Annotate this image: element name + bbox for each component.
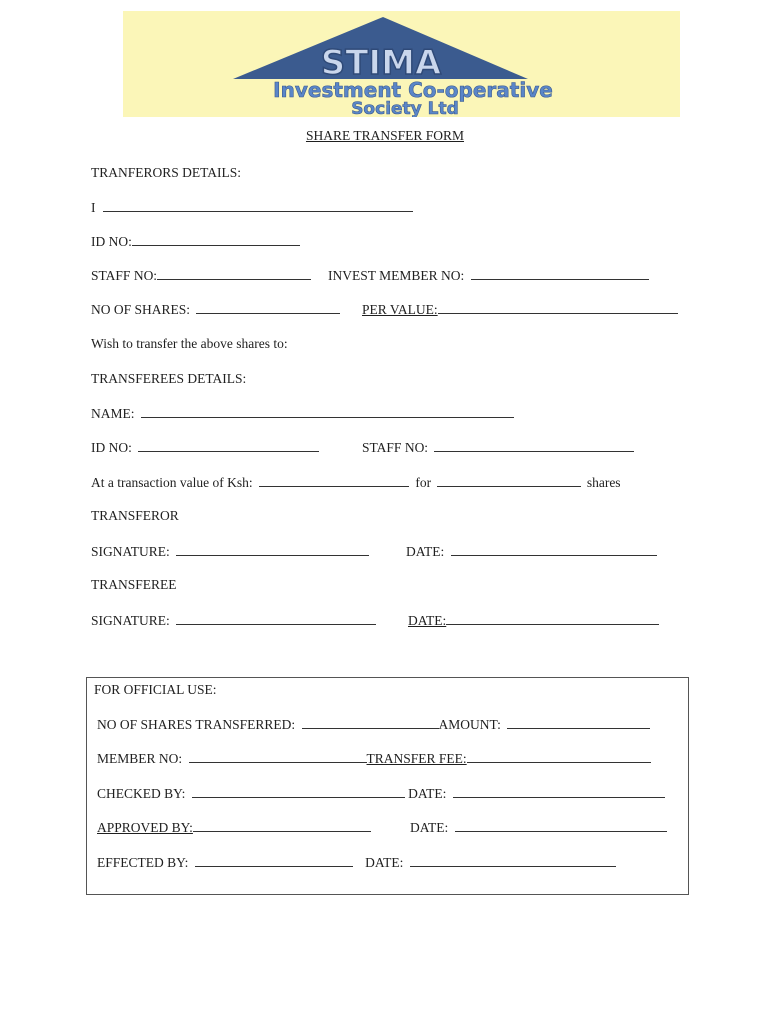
- transaction-prefix: At a transaction value of Ksh:: [91, 475, 253, 490]
- transferee-date-field[interactable]: [446, 611, 659, 625]
- no-of-shares-row: [91, 300, 340, 318]
- logo-line1: Investment Co-operative: [273, 78, 553, 102]
- logo-name: STIMA: [320, 43, 442, 83]
- transferee-staff-row: [362, 438, 634, 456]
- company-logo: [123, 11, 680, 117]
- id-no-label: ID NO:: [91, 234, 132, 249]
- transferors-heading: TRANFERORS DETAILS:: [91, 165, 242, 180]
- approved-by-label: APPROVED BY:: [97, 820, 193, 835]
- staff-no-field[interactable]: [157, 266, 311, 280]
- transferee-signature-row: [91, 611, 376, 629]
- effected-date-field[interactable]: [410, 853, 616, 867]
- transferee-id-row: [91, 438, 319, 456]
- signature2-label: SIGNATURE:: [91, 613, 170, 628]
- effected-by-field[interactable]: [195, 853, 353, 867]
- logo-line2: Society Ltd: [351, 99, 459, 117]
- transferee-staff-label: STAFF NO:: [362, 440, 429, 455]
- effected-by-row: [97, 853, 616, 871]
- transferee-id-label: ID NO:: [91, 440, 132, 455]
- per-value-field[interactable]: [438, 300, 678, 314]
- transferor-id-field[interactable]: [132, 232, 300, 246]
- shares-transferred-label: NO OF SHARES TRANSFERRED:: [97, 717, 296, 732]
- transferor-signature-row: [91, 542, 369, 560]
- transferor-date-field[interactable]: [451, 542, 657, 556]
- member-no-label: MEMBER NO:: [97, 751, 183, 766]
- transferee-name-field[interactable]: [141, 404, 514, 418]
- shares-transferred-field[interactable]: [302, 715, 439, 729]
- invest-member-field[interactable]: [471, 266, 649, 280]
- logo-graphic: [123, 11, 680, 117]
- date2-label: DATE:: [408, 613, 447, 628]
- checked-date-label: DATE:: [408, 786, 447, 801]
- approved-date-row: [410, 818, 667, 836]
- transferor-heading: TRANSFEROR: [91, 508, 179, 523]
- transferor-name-row: [91, 198, 413, 216]
- no-of-shares-label: NO OF SHARES:: [91, 302, 191, 317]
- wish-text: Wish to transfer the above shares to:: [91, 336, 288, 351]
- shares-transferred-row: [97, 715, 650, 733]
- transferee-id-field[interactable]: [138, 438, 319, 452]
- amount-label: AMOUNT:: [438, 717, 501, 732]
- effected-date-label: DATE:: [365, 855, 404, 870]
- transfer-fee-label: TRANSFER FEE:: [366, 751, 467, 766]
- official-heading: FOR OFFICIAL USE:: [94, 682, 217, 697]
- member-no-field[interactable]: [189, 749, 367, 763]
- i-label: I: [91, 200, 96, 215]
- transferee-date-row: [408, 611, 659, 629]
- transferor-id-row: [91, 232, 300, 250]
- transferee-signature-field[interactable]: [176, 611, 376, 625]
- per-value-row: [362, 300, 678, 318]
- name-label: NAME:: [91, 406, 135, 421]
- approved-date-field[interactable]: [455, 818, 667, 832]
- transferee-staff-field[interactable]: [434, 438, 634, 452]
- transferee-heading: TRANSFEREE: [91, 577, 177, 592]
- member-no-row: [97, 749, 651, 767]
- transaction-row: [91, 473, 621, 491]
- checked-by-field[interactable]: [192, 784, 405, 798]
- transferor-name-field[interactable]: [103, 198, 413, 212]
- checked-date-field[interactable]: [453, 784, 665, 798]
- transaction-value-field[interactable]: [259, 473, 409, 487]
- transferees-heading: TRANSFEREES DETAILS:: [91, 371, 247, 386]
- approved-date-label: DATE:: [410, 820, 449, 835]
- transferee-name-row: [91, 404, 514, 422]
- amount-field[interactable]: [507, 715, 650, 729]
- staff-no-row: [91, 266, 311, 284]
- effected-by-label: EFFECTED BY:: [97, 855, 189, 870]
- per-value-label: PER VALUE:: [362, 302, 438, 317]
- form-title: SHARE TRANSFER FORM: [305, 128, 465, 143]
- staff-no-label: STAFF NO:: [91, 268, 158, 283]
- invest-member-row: [328, 266, 649, 284]
- for-text: for: [415, 475, 432, 490]
- invest-member-label: INVEST MEMBER NO:: [328, 268, 465, 283]
- approved-by-field[interactable]: [193, 818, 371, 832]
- transferor-signature-field[interactable]: [176, 542, 369, 556]
- shares-text: shares: [586, 475, 621, 490]
- checked-by-row: [97, 784, 665, 802]
- transfer-fee-field[interactable]: [467, 749, 651, 763]
- date1-label: DATE:: [406, 544, 445, 559]
- approved-by-row: [97, 818, 371, 836]
- no-of-shares-field[interactable]: [196, 300, 340, 314]
- transferor-date-row: [406, 542, 657, 560]
- checked-by-label: CHECKED BY:: [97, 786, 186, 801]
- signature1-label: SIGNATURE:: [91, 544, 170, 559]
- shares-count-field[interactable]: [437, 473, 581, 487]
